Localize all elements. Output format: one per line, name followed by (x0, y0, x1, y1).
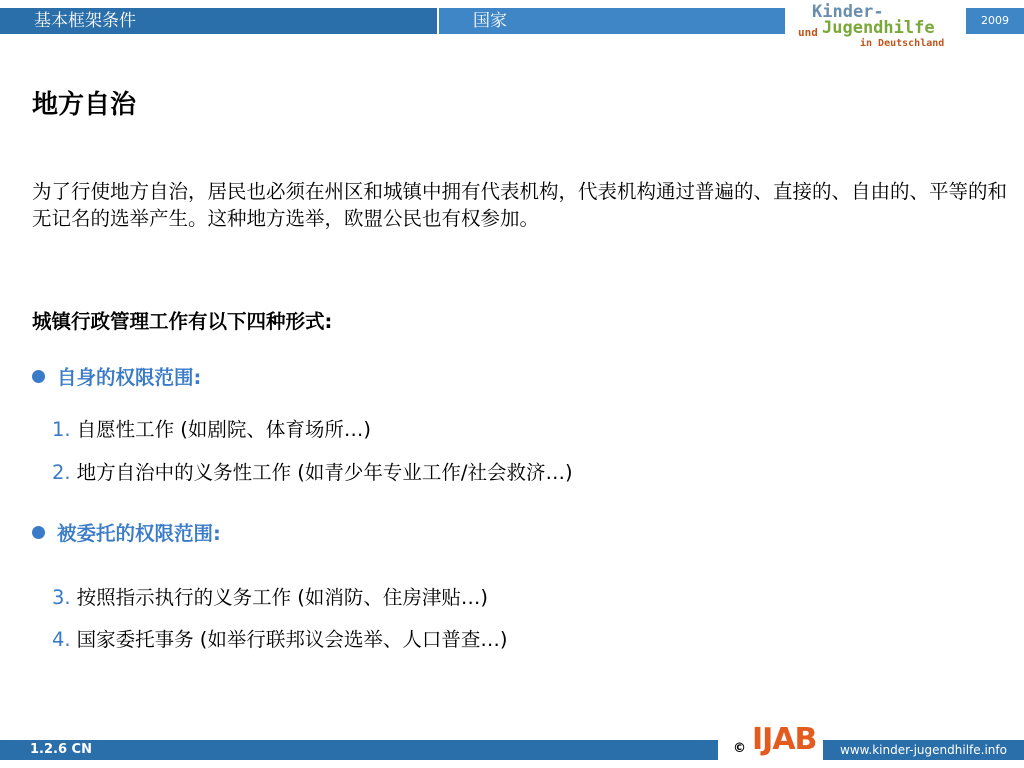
website-link[interactable]: www.kinder-jugendhilfe.info (823, 740, 1024, 760)
item-text: 国家委托事务 (如举行联邦议会选举、人口普查…) (76, 628, 508, 651)
list-item (52, 582, 488, 610)
item-text: 按照指示执行的义务工作 (如消防、住房津贴…) (76, 586, 489, 609)
item-number: 4. (52, 628, 71, 651)
bullet-dot-icon (32, 526, 45, 539)
item-text: 自愿性工作 (如剧院、体育场所…) (76, 418, 372, 441)
logo-line-4: in Deutschland (860, 38, 945, 49)
list-item (52, 624, 508, 652)
item-text: 地方自治中的义务性工作 (如青少年专业工作/社会救济…) (76, 461, 573, 484)
copyright-symbol: © (733, 741, 746, 756)
intro-paragraph: 为了行使地方自治，居民也必须在州区和城镇中拥有代表机构，代表机构通过普遍的、直接的、自由的、平等的和无记名的选举产生。这种地方选举，欧盟公民也有权参加。 (32, 180, 1008, 230)
item-number: 3. (52, 586, 71, 609)
bullet-dot-icon (32, 370, 45, 383)
ijab-logo: IJAB (752, 722, 817, 757)
section-title: 基本框架条件 (0, 8, 437, 34)
logo-line-2: und (798, 26, 818, 39)
list-item (52, 457, 573, 485)
category-delegated-competence (32, 518, 221, 546)
year-badge: 2009 (966, 8, 1024, 34)
header-bar (0, 8, 787, 34)
forms-heading: 城镇行政管理工作有以下四种形式: (32, 310, 333, 333)
category-label: 自身的权限范围: (57, 366, 202, 389)
topic-title: 国家 (439, 8, 785, 34)
logo-line-3: Jugendhilfe (822, 18, 935, 38)
slide-title: 地方自治 (32, 90, 137, 120)
kinder-jugendhilfe-logo (798, 4, 964, 56)
item-number: 1. (52, 418, 71, 441)
logo-line-1: Kinder- (812, 2, 884, 22)
category-label: 被委托的权限范围: (57, 522, 221, 545)
list-item (52, 414, 371, 442)
item-number: 2. (52, 461, 71, 484)
footer-bar (0, 722, 1024, 760)
category-own-competence (32, 362, 201, 390)
page-code: 1.2.6 CN (0, 740, 718, 760)
